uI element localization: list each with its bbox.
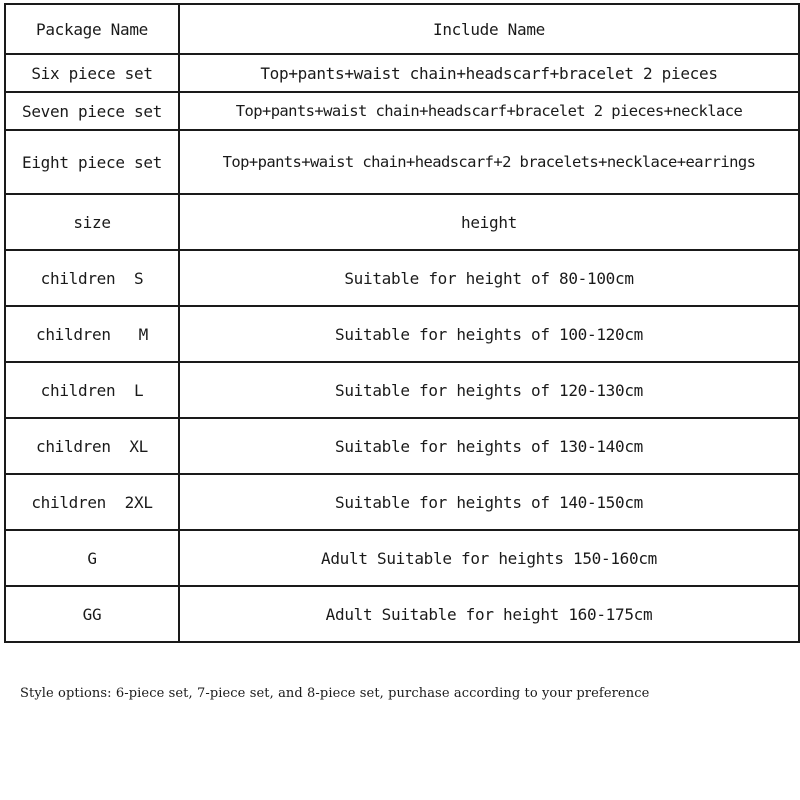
package-includes: Top+pants+waist chain+headscarf+bracelet 2 pieces+necklace: [179, 92, 799, 130]
package-name: Seven piece set: [5, 92, 179, 130]
size-row: [5, 250, 799, 306]
package-includes: Top+pants+waist chain+headscarf+2 bracelets+necklace+earrings: [179, 130, 799, 194]
header-size: size: [5, 194, 179, 250]
size-height: Suitable for heights of 130-140cm: [179, 418, 799, 474]
size-height: Suitable for heights of 140-150cm: [179, 474, 799, 530]
size-label: GG: [5, 586, 179, 642]
size-row: [5, 306, 799, 362]
size-label: G: [5, 530, 179, 586]
package-name: Eight piece set: [5, 130, 179, 194]
size-height: Adult Suitable for height 160-175cm: [179, 586, 799, 642]
size-height: Suitable for height of 80-100cm: [179, 250, 799, 306]
package-row-six: [5, 54, 799, 92]
size-row: [5, 530, 799, 586]
table-header-row: [5, 4, 799, 54]
size-row: [5, 362, 799, 418]
size-row: [5, 418, 799, 474]
package-row-seven: [5, 92, 799, 130]
header-height: height: [179, 194, 799, 250]
size-row: [5, 474, 799, 530]
style-options-note: Style options: 6-piece set, 7-piece set, and 8-piece set, purchase according to your preference: [20, 686, 650, 701]
product-spec-table: [4, 3, 800, 643]
size-height: Suitable for heights of 120-130cm: [179, 362, 799, 418]
size-row: [5, 586, 799, 642]
size-label: children L: [5, 362, 179, 418]
size-label: children S: [5, 250, 179, 306]
header-package-name: Package Name: [5, 4, 179, 54]
size-label: children 2XL: [5, 474, 179, 530]
package-name: Six piece set: [5, 54, 179, 92]
header-include-name: Include Name: [179, 4, 799, 54]
size-label: children M: [5, 306, 179, 362]
package-row-eight: [5, 130, 799, 194]
size-header-row: [5, 194, 799, 250]
size-height: Adult Suitable for heights 150-160cm: [179, 530, 799, 586]
package-includes: Top+pants+waist chain+headscarf+bracelet 2 pieces: [179, 54, 799, 92]
size-label: children XL: [5, 418, 179, 474]
size-height: Suitable for heights of 100-120cm: [179, 306, 799, 362]
